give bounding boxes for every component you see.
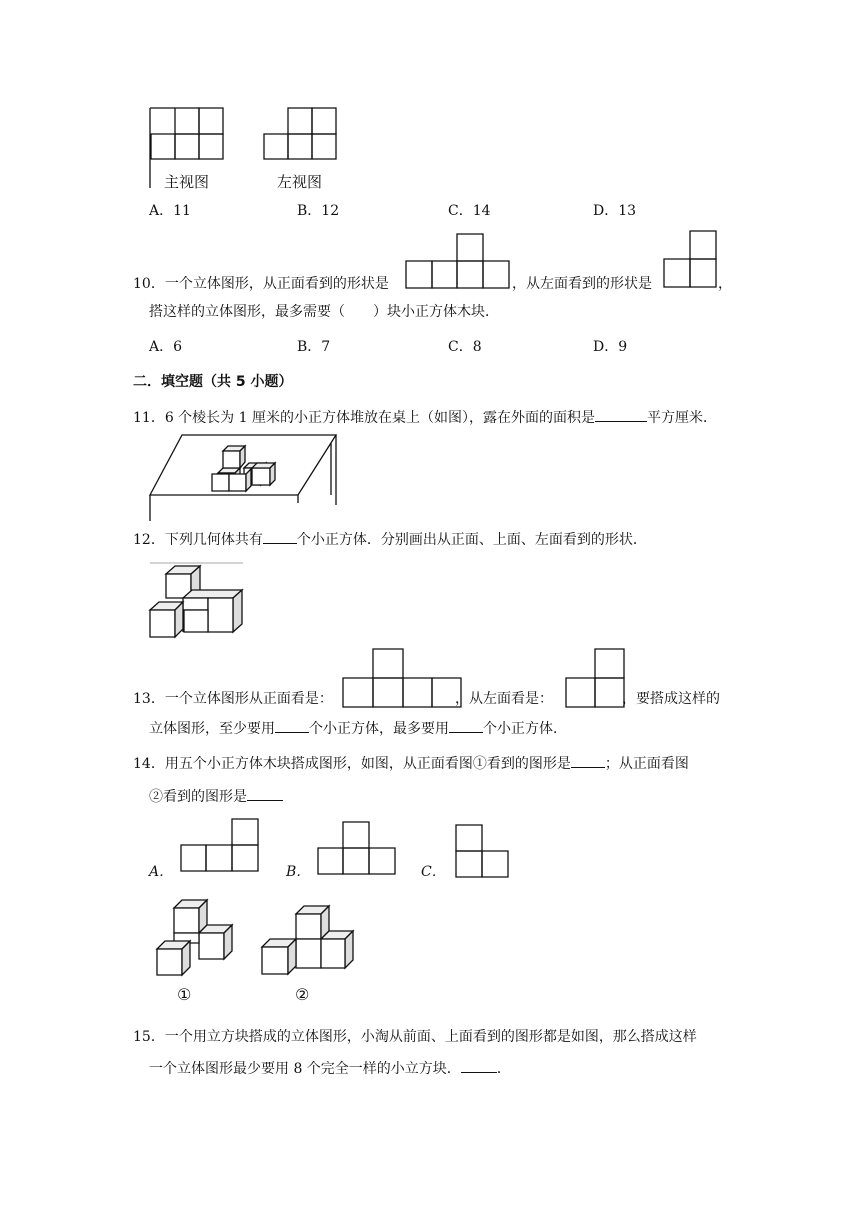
q12-cubes-figure bbox=[148, 562, 248, 642]
q9-option-d: D．13 bbox=[593, 203, 637, 219]
q14-option-a-figure bbox=[180, 818, 265, 876]
q15-answer-blank[interactable] bbox=[461, 1058, 497, 1073]
q13-text-part2: ，从左面看是： bbox=[455, 691, 553, 707]
q10-front-view-figure bbox=[405, 233, 515, 293]
q13-text-part3: ，要搭成这样的 bbox=[622, 691, 720, 707]
section-2-heading: 二．填空题（共 5 小题） bbox=[133, 374, 293, 390]
q15-text-line1: 15．一个用立方块搭成的立体图形，小淘从前面、上面看到的图形都是如图，那么搭成这样 bbox=[133, 1029, 697, 1045]
q14-figure-1-label: ① bbox=[177, 985, 192, 1004]
q14-text-line2 bbox=[149, 786, 283, 807]
q14-text-line1-b: ；从正面看图 bbox=[604, 756, 689, 772]
q13-text-line2 bbox=[149, 718, 567, 739]
q11-text-part1: 11．6 个棱长为 1 厘米的小正方体堆放在桌上（如图），露在外面的面积是 bbox=[133, 410, 595, 426]
q13-text-part1: 13．一个立体图形从正面看是： bbox=[133, 691, 333, 707]
q13-text-line2-b: 个小正方体，最多要用 bbox=[309, 721, 449, 737]
q14-option-c-figure bbox=[455, 824, 515, 882]
q9-front-view-caption: 主视图 bbox=[164, 173, 210, 191]
q10-text-part1: 10．一个立体图形，从正面看到的形状是 bbox=[133, 276, 389, 292]
q14-fig1-blank[interactable] bbox=[571, 753, 605, 768]
q9-option-c: C．14 bbox=[448, 203, 491, 219]
q14-figure-1-cubes bbox=[152, 898, 242, 980]
q15-text-line2-a: 一个立体图形最少要用 8 个完全一样的小立方块． bbox=[149, 1061, 461, 1077]
q9-left-view-caption: 左视图 bbox=[277, 173, 323, 191]
q13-text-line2-c: 个小正方体． bbox=[483, 721, 567, 737]
q14-option-c-label: C． bbox=[421, 864, 446, 880]
q14-option-b-figure bbox=[317, 821, 402, 879]
q11-answer-blank[interactable] bbox=[595, 407, 647, 422]
q14-fig2-blank[interactable] bbox=[247, 786, 283, 801]
q10-text-line2: 搭这样的立体图形，最多需要（ ）块小正方体木块． bbox=[149, 304, 499, 320]
q14-text-line2-a: ②看到的图形是 bbox=[149, 789, 247, 805]
q10-option-c: C．8 bbox=[448, 339, 482, 355]
q14-option-b-label: B． bbox=[286, 864, 311, 880]
q10-option-a: A．6 bbox=[149, 339, 183, 355]
q10-option-b: B．7 bbox=[297, 339, 331, 355]
q14-text-line1 bbox=[133, 753, 689, 774]
q12-text-part1: 12．下列几何体共有 bbox=[133, 532, 263, 548]
q12-answer-blank[interactable] bbox=[263, 529, 297, 544]
q9-left-view-figure bbox=[263, 108, 343, 168]
q12-text bbox=[133, 529, 647, 550]
q13-max-blank[interactable] bbox=[449, 718, 483, 733]
q9-option-a: A．11 bbox=[149, 203, 191, 219]
q13-text-line2-a: 立体图形，至少要用 bbox=[149, 721, 275, 737]
q12-text-part2: 个小正方体．分别画出从正面、上面、左面看到的形状． bbox=[296, 532, 647, 548]
q15-text-line2 bbox=[149, 1058, 511, 1079]
q11-text-part2: 平方厘米． bbox=[646, 410, 717, 426]
q13-min-blank[interactable] bbox=[275, 718, 309, 733]
q10-text-part3: ， bbox=[718, 276, 732, 292]
q11-table-cubes-figure bbox=[148, 433, 338, 523]
q14-figure-2-cubes bbox=[258, 904, 358, 980]
q15-text-line2-b: ． bbox=[496, 1061, 511, 1077]
q10-left-view-figure bbox=[663, 230, 723, 290]
q11-text bbox=[133, 407, 717, 428]
q10-option-d: D．9 bbox=[593, 339, 628, 355]
q14-option-a-label: A． bbox=[149, 864, 174, 880]
q9-option-b: B．12 bbox=[297, 203, 340, 219]
q10-text-part2: ，从左面看到的形状是 bbox=[512, 276, 652, 292]
q14-figure-2-label: ② bbox=[295, 985, 310, 1004]
q13-front-view-figure bbox=[342, 648, 467, 710]
q14-text-line1-a: 14．用五个小正方体木块搭成图形，如图，从正面看图①看到的图形是 bbox=[133, 756, 571, 772]
